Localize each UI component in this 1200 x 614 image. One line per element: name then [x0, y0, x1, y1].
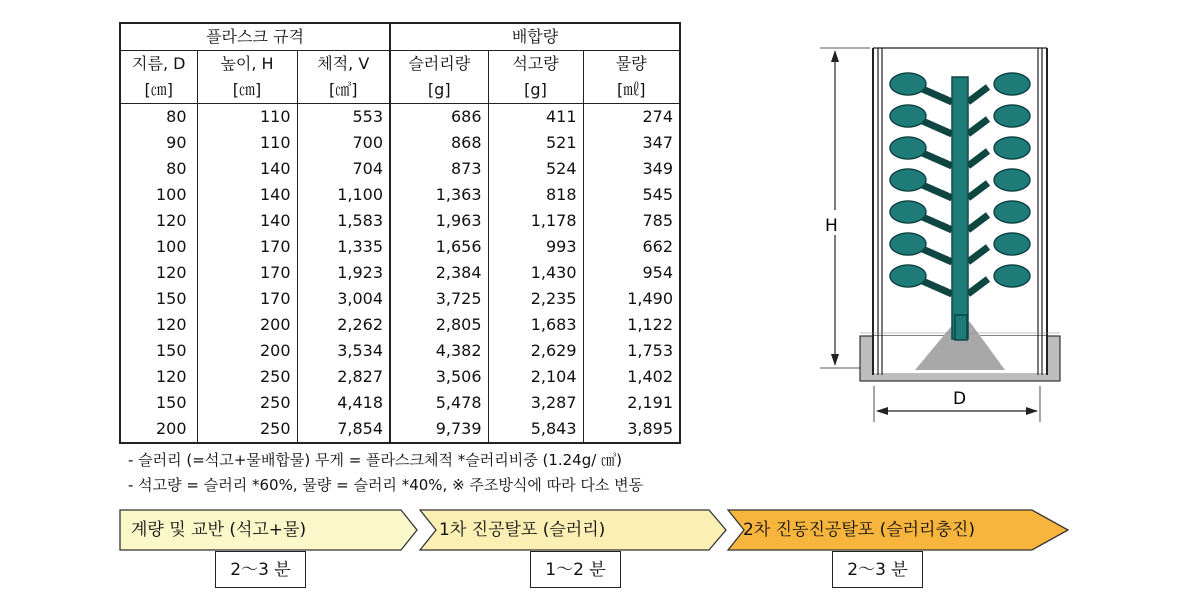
table-cell: 250: [197, 390, 297, 416]
table-cell: 5,478: [390, 390, 488, 416]
table-cell: 521: [488, 130, 583, 156]
table-cell: 3,287: [488, 390, 583, 416]
table-cell: 250: [197, 416, 297, 443]
table-cell: 120: [120, 208, 197, 234]
table-cell: 170: [197, 286, 297, 312]
note-slurry-weight: - 슬러리 (=석고+물배합물) 무게 = 플라스크체적 *슬러리비중 (1.24g/ ㎤): [128, 451, 622, 469]
wax-pattern-left: [890, 105, 926, 127]
wax-pattern-right: [994, 169, 1030, 191]
table-cell: 524: [488, 156, 583, 182]
table-cell: 868: [390, 130, 488, 156]
table-cell: 120: [120, 260, 197, 286]
table-cell: 2,629: [488, 338, 583, 364]
tree-branch: [968, 215, 988, 230]
wax-pattern-left: [890, 137, 926, 159]
table-row: [120, 130, 680, 156]
wax-pattern-right: [994, 105, 1030, 127]
wax-tree: [890, 73, 1030, 340]
table-cell: 1,122: [583, 312, 680, 338]
table-cell: 80: [120, 104, 197, 131]
table-cell: 2,262: [297, 312, 390, 338]
tree-branch: [968, 183, 988, 198]
table-cell: 150: [120, 390, 197, 416]
height-label: H: [825, 216, 838, 236]
table-row: [120, 182, 680, 208]
wax-pattern-left: [890, 201, 926, 223]
table-cell: 1,100: [297, 182, 390, 208]
table-cell: 818: [488, 182, 583, 208]
table-cell: 347: [583, 130, 680, 156]
table-cell: 140: [197, 208, 297, 234]
table-cell: 80: [120, 156, 197, 182]
col-header-plaster: 석고량: [488, 51, 583, 78]
table-row: [120, 416, 680, 443]
table-cell: 2,235: [488, 286, 583, 312]
table-cell: 3,004: [297, 286, 390, 312]
table-cell: 873: [390, 156, 488, 182]
height-dimension: [820, 48, 870, 368]
table-cell: 9,739: [390, 416, 488, 443]
col-header-volume: 체적, V: [297, 51, 390, 78]
table-cell: 1,923: [297, 260, 390, 286]
table-cell: 90: [120, 130, 197, 156]
table-cell: 5,843: [488, 416, 583, 443]
wax-pattern-right: [994, 201, 1030, 223]
table-cell: 250: [197, 364, 297, 390]
table-cell: 4,418: [297, 390, 390, 416]
table-cell: 1,656: [390, 234, 488, 260]
table-cell: 2,827: [297, 364, 390, 390]
stage-vacuum-1: [419, 509, 729, 551]
table-cell: 100: [120, 182, 197, 208]
table-cell: 3,895: [583, 416, 680, 443]
wax-pattern-right: [994, 233, 1030, 255]
group-header-flask: 플라스크 규격: [120, 23, 390, 51]
table-cell: 3,506: [390, 364, 488, 390]
tree-branch: [968, 279, 988, 294]
table-row: [120, 208, 680, 234]
wax-pattern-left: [890, 169, 926, 191]
stage-vacuum-1-time: 1～2 분: [530, 551, 621, 588]
table-cell: 349: [583, 156, 680, 182]
group-header-mix: 배합량: [390, 23, 680, 51]
wax-pattern-left: [890, 233, 926, 255]
table-cell: 100: [120, 234, 197, 260]
table-row: [120, 390, 680, 416]
col-header-water: 물량: [583, 51, 680, 78]
unit-volume: [㎤]: [297, 77, 390, 104]
wax-pattern-left: [890, 73, 926, 95]
table-cell: 4,382: [390, 338, 488, 364]
table-cell: 150: [120, 338, 197, 364]
stage-mixing-time: 2～3 분: [215, 551, 306, 588]
table-cell: 200: [197, 338, 297, 364]
table-cell: 545: [583, 182, 680, 208]
table-cell: 954: [583, 260, 680, 286]
tree-branch: [968, 151, 988, 166]
stage-vacuum-2-time: 2～3 분: [832, 551, 923, 588]
table-cell: 170: [197, 260, 297, 286]
tree-sprue: [955, 315, 967, 340]
table-row: [120, 338, 680, 364]
flask-diagram: [800, 30, 1080, 430]
table-cell: 1,335: [297, 234, 390, 260]
table-cell: 1,402: [583, 364, 680, 390]
unit-plaster: [g]: [488, 77, 583, 104]
table-cell: 110: [197, 104, 297, 131]
table-cell: 2,104: [488, 364, 583, 390]
table-cell: 2,384: [390, 260, 488, 286]
unit-diameter: [㎝]: [120, 77, 197, 104]
tree-branch: [968, 119, 988, 134]
table-cell: 3,534: [297, 338, 390, 364]
table-cell: 686: [390, 104, 488, 131]
table-cell: 200: [120, 416, 197, 443]
table-cell: 411: [488, 104, 583, 131]
table-row: [120, 364, 680, 390]
table-cell: 140: [197, 182, 297, 208]
stage-vacuum-1-label: 1차 진공탈포 (슬러리): [439, 520, 606, 540]
table-cell: 200: [197, 312, 297, 338]
stage-mixing: [119, 509, 419, 551]
table-cell: 1,490: [583, 286, 680, 312]
table-cell: 704: [297, 156, 390, 182]
note-ratio: - 석고량 = 슬러리 *60%, 물량 = 슬러리 *40%, ※ 주조방식에 따라 다소 변동: [128, 476, 644, 494]
col-header-diameter: 지름, D: [120, 51, 197, 78]
wax-pattern-left: [890, 265, 926, 287]
stage-vacuum-2-label: 2차 진동진공탈포 (슬러리충진): [743, 520, 975, 540]
table-cell: 785: [583, 208, 680, 234]
table-cell: 1,583: [297, 208, 390, 234]
flask-spec-table: [119, 22, 681, 444]
diameter-label: D: [953, 389, 967, 409]
table-row: [120, 286, 680, 312]
stage-vacuum-2: [727, 509, 1071, 551]
table-row: [120, 234, 680, 260]
stage-mixing-label: 계량 및 교반 (석고+물): [131, 520, 307, 540]
col-header-slurry: 슬러리량: [390, 51, 488, 78]
table-cell: 553: [297, 104, 390, 131]
table-cell: 662: [583, 234, 680, 260]
table-row: [120, 104, 680, 131]
table-cell: 993: [488, 234, 583, 260]
wax-pattern-right: [994, 137, 1030, 159]
table-cell: 140: [197, 156, 297, 182]
table-row: [120, 156, 680, 182]
wax-pattern-right: [994, 265, 1030, 287]
unit-height: [㎝]: [197, 77, 297, 104]
table-cell: 150: [120, 286, 197, 312]
table-cell: 2,805: [390, 312, 488, 338]
table-cell: 1,430: [488, 260, 583, 286]
table-cell: 110: [197, 130, 297, 156]
table-cell: 170: [197, 234, 297, 260]
table-cell: 1,963: [390, 208, 488, 234]
table-cell: 120: [120, 312, 197, 338]
table-cell: 120: [120, 364, 197, 390]
unit-slurry: [g]: [390, 77, 488, 104]
table-cell: 3,725: [390, 286, 488, 312]
table-cell: 1,363: [390, 182, 488, 208]
tree-branch: [968, 247, 988, 262]
table-cell: 274: [583, 104, 680, 131]
unit-water: [㎖]: [583, 77, 680, 104]
wax-pattern-right: [994, 73, 1030, 95]
col-header-height: 높이, H: [197, 51, 297, 78]
tree-branch: [968, 87, 988, 102]
table-cell: 2,191: [583, 390, 680, 416]
table-cell: 7,854: [297, 416, 390, 443]
table-cell: 1,178: [488, 208, 583, 234]
table-cell: 1,683: [488, 312, 583, 338]
tree-trunk: [952, 77, 968, 339]
table-cell: 700: [297, 130, 390, 156]
table-row: [120, 260, 680, 286]
table-cell: 1,753: [583, 338, 680, 364]
table-row: [120, 312, 680, 338]
